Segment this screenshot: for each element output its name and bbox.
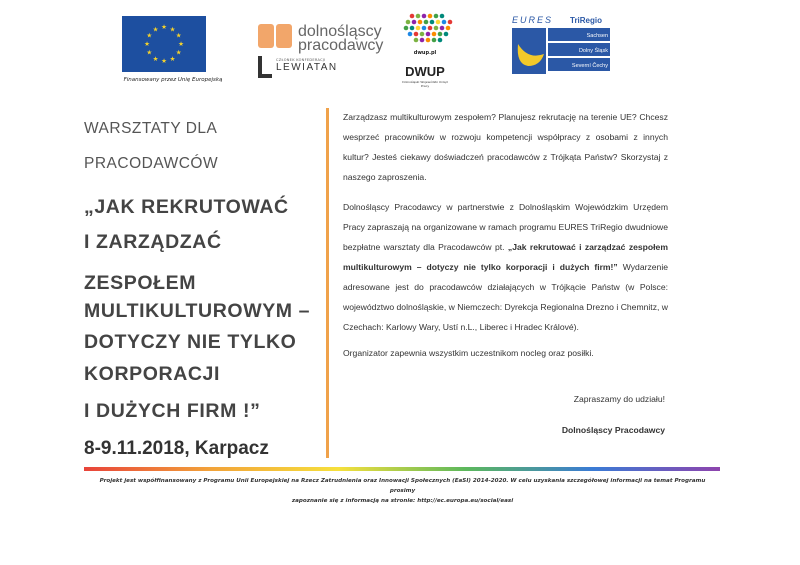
dwup-subtitle: Dolnośląski Wojewódzki Urząd Pracy [402,80,448,88]
dwup-dot [424,20,429,25]
dwup-dot [412,20,417,25]
dwup-dot [426,32,431,37]
workshop-title-line1: „JAK REKRUTOWAĆ [84,196,289,218]
eu-star-icon: ★ [144,40,150,49]
paragraph-details [343,197,668,337]
eu-star-icon: ★ [161,23,167,32]
eu-star-icon: ★ [169,54,176,63]
workshop-title-line4: MULTIKULTUROWYM – [84,300,311,322]
lewiatan-label: LEWIATAN [276,62,338,73]
paragraph-accommodation: Organizator zapewnia wszystkim uczestnikom nocleg oraz posiłki. [343,348,594,358]
signature: Dolnośląscy Pracodawcy [561,425,665,435]
dp-logo-mark-right [276,24,292,48]
dwup-dot [420,38,425,43]
paragraph-details-start: Dolnośląscy Pracodawcy w partnerstwie z Dolnośląskim Wojewódzkim Urzędem Pracy zapraszają na organizowane w ramach programu EURES TriRegio dwudniowe bezpłatne warsztaty dla Pracodawców pt. [343,202,668,252]
dwup-dot [440,14,445,19]
eu-star-icon: ★ [146,31,153,40]
eu-star-icon: ★ [175,31,182,40]
dwup-url: dwup.pl [413,50,437,56]
triregio-word: TriRegio [570,16,603,25]
dwup-dot [446,26,451,31]
eu-star-icon: ★ [169,25,176,34]
workshop-title-line2: I ZARZĄDZAĆ [84,231,222,253]
eures-blue-block [512,28,546,74]
dwup-name: DWUP [405,64,445,79]
eures-region-1: Sachsen [586,33,608,39]
dwup-dot [426,38,431,43]
dwup-dot [448,20,453,25]
dwup-dot [434,14,439,19]
eu-funding-caption: Finansowany przez Unię Europejską [123,77,223,83]
closing-line: Zapraszamy do udziału! [573,394,665,404]
dolnoslascy-pracodawcy-logo [256,24,406,84]
lewiatan-member-label: CZŁONEK KONFEDERACJI [276,58,326,62]
dwup-dot [418,20,423,25]
dwup-dot [428,14,433,19]
dwup-dot [414,38,419,43]
paragraph-details-title: „Jak rekrutować i zarządzać zespołem multikulturowym – dotyczy nie tylko korporacji i dużych firm!” [343,242,668,272]
dwup-dot [434,26,439,31]
dwup-dot [416,14,421,19]
dwup-dot [432,32,437,37]
eu-star-icon: ★ [152,25,159,34]
dwup-dot [408,32,413,37]
dwup-dot [422,14,427,19]
lewiatan-icon [258,56,272,78]
workshop-title-line6: KORPORACJI [84,363,221,385]
dwup-dot [404,26,409,31]
dwup-dot [406,20,411,25]
dp-logo-line2: pracodawcy [298,37,384,54]
dwup-dot [428,26,433,31]
paragraph-intro: Zarządzasz multikulturowym zespołem? Planujesz rekrutację na terenie UE? Chcesz wesprzeć pracowników w rozwoju kompetencji współpracy z osobami z innych kultur? Jesteś ciekawy doświadczeń pracodawców z Trójkąta Państw? Skorzystaj z naszego zaproszenia. [343,112,668,182]
vertical-accent-divider [326,108,329,458]
dwup-dot [420,32,425,37]
paragraph-details-end: Wydarzenie adresowane jest do pracodawców działających w Trójkącie Państw (w Polsce: województwo dolnośląskie, w Niemczech: Dyrekcja Regionalna Drezno i Chemnitz, w Czechach: Karlowy Wary, Ustí n.L., Liberec i Hradec Králové). [343,262,669,332]
dwup-dot [430,20,435,25]
dwup-dot [444,32,449,37]
dwup-dot [442,20,447,25]
dwup-dot [410,26,415,31]
workshop-title-line5: DOTYCZY NIE TYLKO [84,331,297,353]
dwup-dot [422,26,427,31]
workshop-title-line3: ZESPOŁEM [84,272,197,294]
eu-star-icon: ★ [175,48,182,57]
eu-flag-logo [122,16,206,72]
workshop-subtitle-line1: WARSZTATY DLA [84,120,218,137]
eures-region-3: Severní Čechy [571,63,608,69]
dp-logo-mark-left [258,24,274,48]
invitation-body [343,107,668,373]
dwup-dot [438,32,443,37]
dp-logo-line1: dolnośląscy [298,23,382,40]
dwup-dot [414,32,419,37]
workshop-subtitle-line2: PRACODAWCÓW [84,155,219,172]
eu-stars-icon [122,16,206,72]
dwup-dot [410,14,415,19]
dwup-dot [440,26,445,31]
eu-star-icon: ★ [178,40,184,49]
eures-region-2: Dolny Śląsk [578,48,608,54]
eu-star-icon: ★ [146,48,153,57]
workshop-title-line7: I DUŻYCH FIRM !” [84,400,261,422]
dwup-dot [438,38,443,43]
dwup-dot [436,20,441,25]
eu-star-icon: ★ [161,57,167,66]
eures-word: EURES [512,15,554,25]
dwup-dot [432,38,437,43]
color-stripe-divider [84,467,720,471]
workshop-date-location: 8-9.11.2018, Karpacz [84,438,269,459]
funding-footer [90,476,715,506]
footer-line1: Projekt jest współfinansowany z Programu Unii Europejskiej na Rzecz Zatrudnienia oraz Innowacji Społecznych (EaSI) 2014-2020. W celu uzyskania szczegółowej informacji na temat Programu prosimy [99,478,706,494]
eu-star-icon: ★ [152,54,159,63]
eures-triregio-logo [510,14,612,74]
dwup-dot [416,26,421,31]
footer-line2: zapoznanie się z informacją na stronie: http://ec.europa.eu/social/easi [291,498,514,504]
